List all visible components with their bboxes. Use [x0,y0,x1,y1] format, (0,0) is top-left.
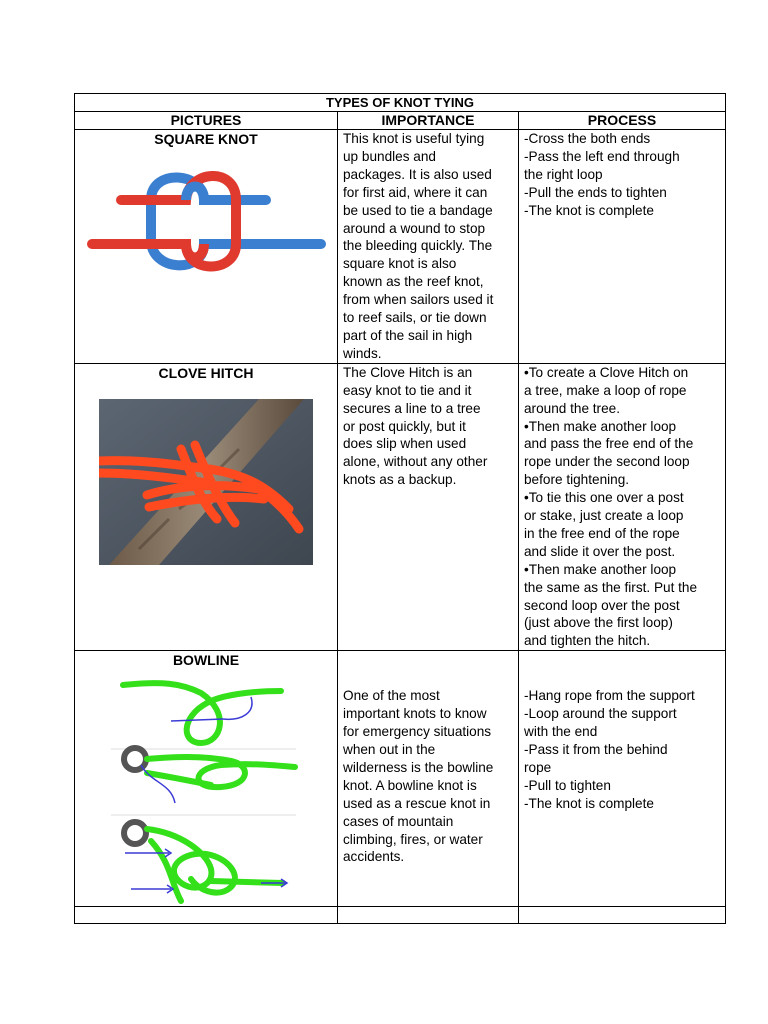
picture-cell-clove-hitch [75,363,338,651]
empty-cell [75,907,338,924]
importance-text-square-knot: This knot is useful tying up bundles and packages. It is also used for first aid, where it can be used to tie a bandage around a wound to stop the bleeding quickly. The square knot is also known as the reef knot, from when sailors used it to reef sails, or tie down part of the sail in high winds. [343,131,494,361]
empty-cell [338,907,519,924]
process-cell-square-knot [519,130,726,364]
process-text-square-knot: -Cross the both ends -Pass the left end through the right loop -Pull the ends to tighten -The knot is complete [524,131,680,218]
picture-cell-bowline [75,651,338,907]
header-pictures: PICTURES [75,112,338,130]
title-row [75,94,726,112]
empty-cell [519,907,726,924]
header-importance: IMPORTANCE [338,112,519,130]
table-row-square-knot [75,130,726,364]
header-row [75,112,726,130]
process-cell-bowline [519,651,726,907]
knot-name-bowline: BOWLINE [172,652,240,669]
header-process: PROCESS [519,112,726,130]
knot-table [74,93,726,924]
table-row-bowline [75,651,726,907]
table-title: TYPES OF KNOT TYING [75,94,726,112]
table-row-empty [75,907,726,924]
process-text-bowline: -Hang rope from the support -Loop around the support with the end -Pass it from the behind rope -Pull to tighten -The knot is complete [524,688,695,811]
picture-cell-square-knot [75,130,338,364]
process-cell-clove-hitch [519,363,726,651]
importance-cell-bowline [338,651,519,907]
importance-text-clove-hitch: The Clove Hitch is an easy knot to tie and it secures a line to a tree or post quickly, but it does slip when used alone, without any other knots as a backup. [343,364,488,488]
square-knot-image [86,162,326,292]
importance-cell-clove-hitch [338,363,519,651]
clove-hitch-image [99,399,313,565]
process-text-clove-hitch: •To create a Clove Hitch on a tree, make a loop of rope around the tree. •Then make another loop and pass the free end of the rope under the second loop before tightening. •To tie this one over a post or stake, just create a loop in the free end of the rope and slide it over the post. •Then make another loop the same as the first. Put the second loop over the post (just above the first loop) and tighten the hitch. [524,364,698,649]
table-row-clove-hitch [75,363,726,651]
knot-name-clove-hitch: CLOVE HITCH [158,364,254,381]
importance-text-bowline: One of the most important knots to know for emergency situations when out in the wilderness is the bowline knot. A bowline knot is used as a rescue knot in cases of mountain climbing, fires, or water accidents. [343,688,494,865]
importance-cell-square-knot [338,130,519,364]
knot-name-square-knot: SQUARE KNOT [154,131,258,147]
bowline-steps-image [111,673,301,905]
